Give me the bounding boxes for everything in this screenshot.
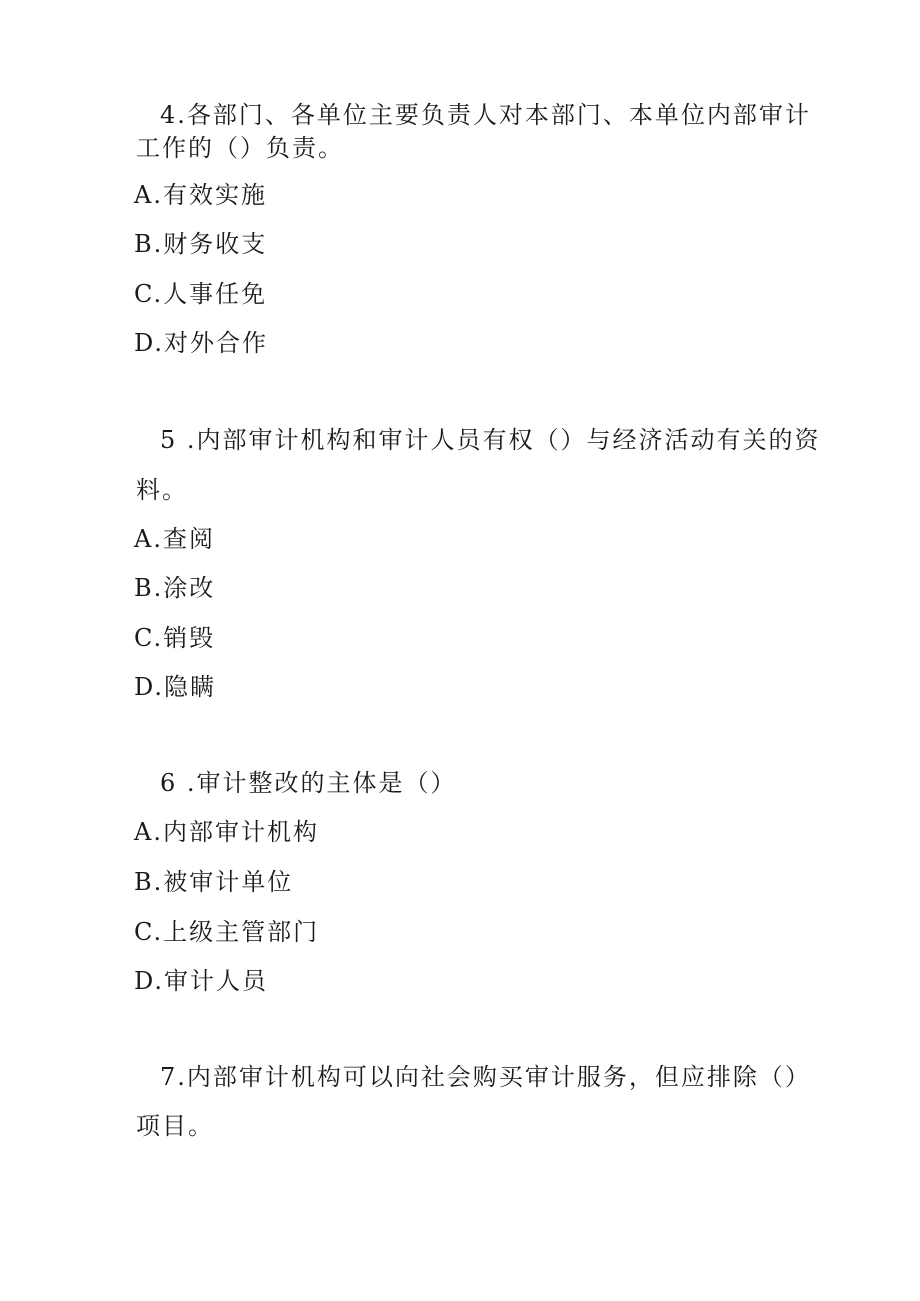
option-d: D.对外合作 [134, 329, 269, 357]
option-a: A.查阅 [134, 525, 215, 553]
question-stem-line: 项目。 [136, 1112, 214, 1140]
option-d: D.审计人员 [134, 967, 269, 995]
option-b: B.财务收支 [134, 230, 268, 258]
option-a: A.内部审计机构 [134, 818, 319, 846]
question-stem-line: 4.各部门、各单位主要负责人对本部门、本单位内部审计 [160, 101, 811, 129]
option-b: B.涂改 [134, 574, 216, 602]
option-c: C.销毁 [134, 624, 216, 652]
option-c: C.上级主管部门 [134, 918, 320, 946]
option-c: C.人事任免 [134, 280, 268, 308]
question-stem-line: 料。 [136, 476, 188, 504]
question-stem-line: 5 .内部审计机构和审计人员有权（）与经济活动有关的资 [160, 426, 821, 454]
option-d: D.隐瞒 [134, 673, 217, 701]
option-a: A.有效实施 [134, 181, 267, 209]
option-b: B.被审计单位 [134, 868, 294, 896]
question-stem-line: 工作的（）负责。 [136, 134, 344, 162]
question-stem-line: 6 .审计整改的主体是（） [160, 769, 457, 797]
question-stem-line: 7.内部审计机构可以向社会购买审计服务，但应排除（） [160, 1063, 811, 1091]
